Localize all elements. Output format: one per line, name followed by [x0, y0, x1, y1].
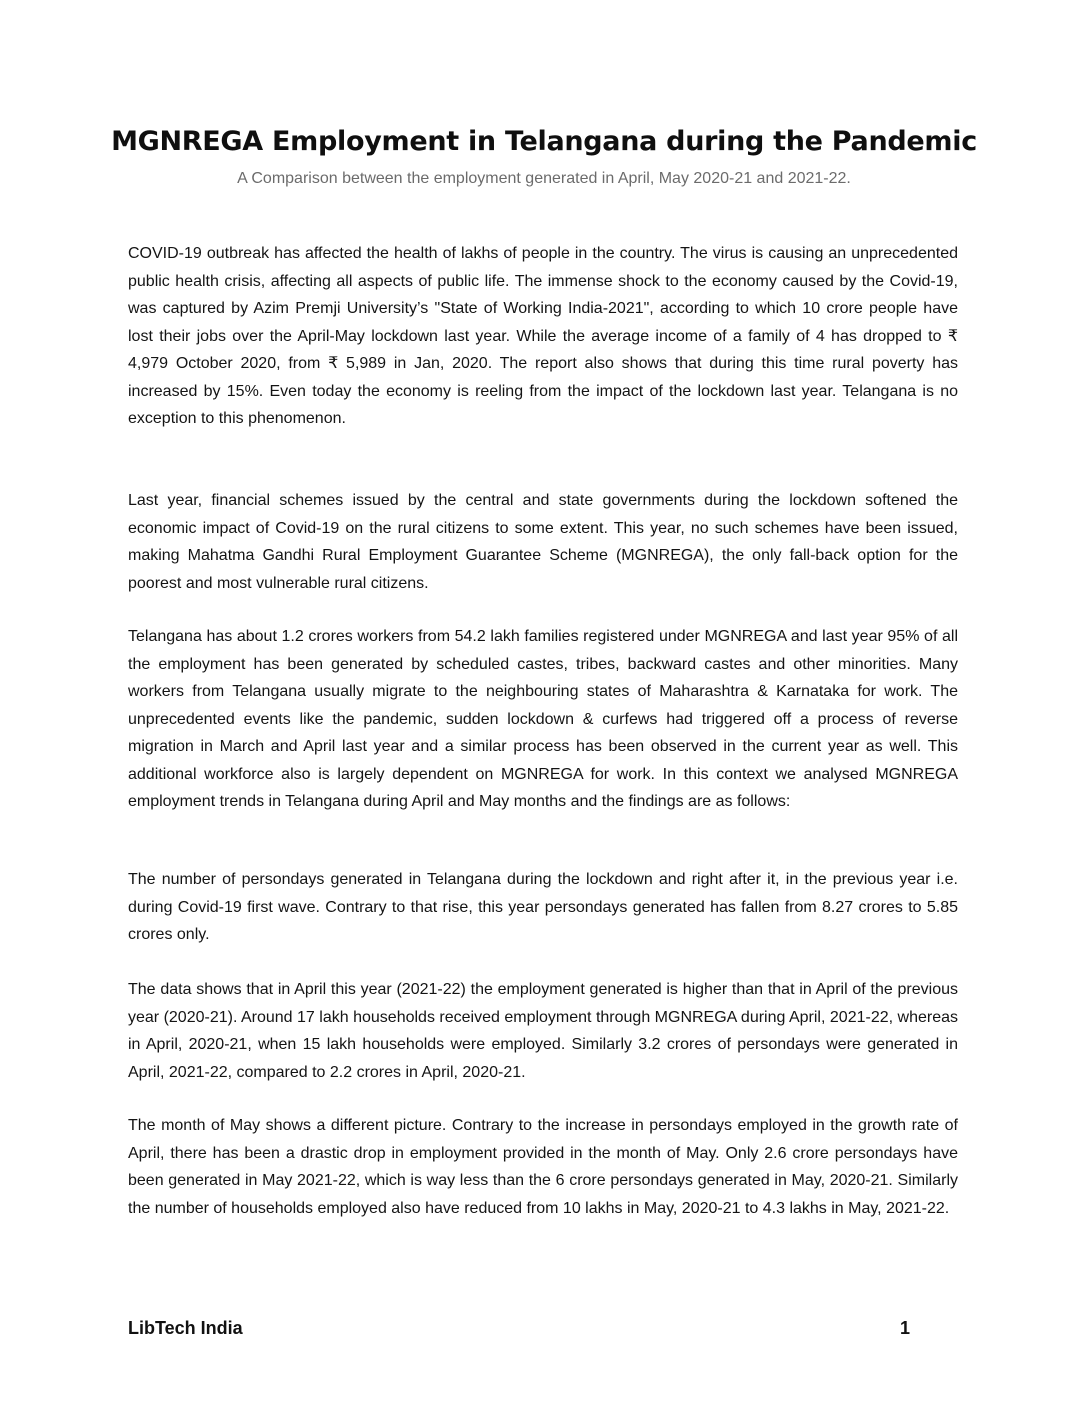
- footer-organization: LibTech India: [128, 1318, 243, 1338]
- paragraph-financial-schemes: Last year, financial schemes issued by the central and state governments during the lockdown softened the economic impact of Covid-19 on the rural citizens to some extent. This year, no such schemes have been issued, making Mahatma Gandhi Rural Employment Guarantee Scheme (MGNREGA), the only fall-back option for the poorest and most vulnerable rural citizens.: [128, 492, 958, 592]
- footer-page-number: 1: [899, 1318, 910, 1338]
- paragraph-covid-impact: COVID-19 outbreak has affected the health of lakhs of people in the country. The virus is causing an unprecedented public health crisis, affecting all aspects of public life. The immense shock to the economy caused by the Covid-19, was captured by Azim Premji University’s "State of Working India-2021", according to which 10 crore people have lost their jobs over the April-May lockdown last year. While the average income of a family of 4 has dropped to ₹ 4,979 October 2020, from ₹ 5,989 in Jan, 2020. The report also shows that during this time rural poverty has increased by 15%. Even today the economy is reeling from the impact of the lockdown last year. Telangana is no exception to this phenomenon.: [128, 245, 958, 427]
- document-subtitle: A Comparison between the employment generated in April, May 2020-21 and 2021-22.: [237, 170, 851, 187]
- paragraph-may-data: The month of May shows a different picture. Contrary to the increase in persondays employed in the growth rate of April, there has been a drastic drop in employment provided in the month of May. Only 2.6 crore persondays have been generated in May 2021-22, which is way less than the 6 crore persondays generated in May, 2020-21. Similarly the number of households employed also have reduced from 10 lakhs in May, 2020-21 to 4.3 lakhs in May, 2021-22.: [128, 1117, 958, 1217]
- paragraph-persondays-trend: The number of persondays generated in Telangana during the lockdown and right after it, in the previous year i.e. during Covid-19 first wave. Contrary to that rise, this year persondays generated has fallen from 8.27 crores to 5.85 crores only.: [128, 871, 958, 943]
- paragraph-telangana-workers: Telangana has about 1.2 crores workers from 54.2 lakh families registered under MGNREGA and last year 95% of all the employment has been generated by scheduled castes, tribes, backward castes and other minorities. Many workers from Telangana usually migrate to the neighbouring states of Maharashtra & Karnataka for work. The unprecedented events like the pandemic, sudden lockdown & curfews had triggered off a process of reverse migration in March and April last year and a similar process has been observed in the current year as well. This additional workforce also is largely dependent on MGNREGA for work. In this context we analysed MGNREGA employment trends in Telangana during April and May months and the findings are as follows:: [128, 628, 958, 810]
- paragraph-april-data: The data shows that in April this year (2021-22) the employment generated is higher than that in April of the previous year (2020-21). Around 17 lakh households received employment through MGNREGA during April, 2021-22, whereas in April, 2020-21, when 15 lakh households were employed. Similarly 3.2 crores of persondays were generated in April, 2021-22, compared to 2.2 crores in April, 2020-21.: [128, 981, 958, 1081]
- document-title: MGNREGA Employment in Telangana during the Pandemic: [111, 126, 977, 157]
